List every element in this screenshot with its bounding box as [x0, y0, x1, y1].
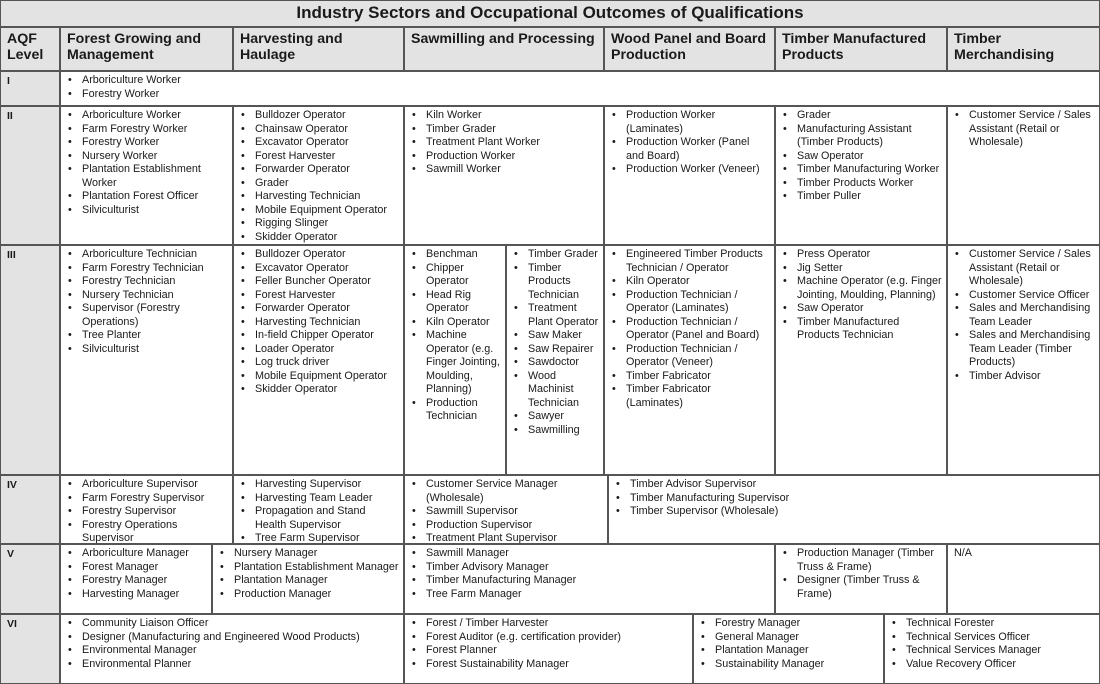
- level-label-6: VI: [0, 614, 60, 684]
- occupation-item: • Value Recovery Officer: [891, 658, 1095, 672]
- occupation-item: • Forwarder Operator: [240, 302, 399, 316]
- occupation-list: [61, 476, 232, 544]
- occupation-item: • Saw Operator: [782, 150, 942, 164]
- occupation-item: • Chipper Operator: [411, 262, 501, 289]
- occupation-item: • Benchman: [411, 248, 501, 262]
- header-aqf-level: AQF Level: [0, 27, 60, 71]
- occupation-item: • Sawyer: [513, 410, 599, 424]
- occupation-item: • Bulldozer Operator: [240, 109, 399, 123]
- occupation-item: • Rigging Slinger: [240, 217, 399, 231]
- occupation-item: • Silviculturist: [67, 204, 228, 218]
- level-5-harvest: [212, 544, 404, 614]
- occupation-item: • Manufacturing Assistant (Timber Products): [782, 123, 942, 150]
- occupation-item: • Log truck driver: [240, 356, 399, 370]
- occupation-item: • Production Technician / Operator (Veneer): [611, 343, 770, 370]
- occupation-item: • Nursery Technician: [67, 289, 228, 303]
- occupation-item: • Wood Machinist Technician: [513, 370, 599, 411]
- occupation-item: • Forest Harvester: [240, 289, 399, 303]
- level-6-group-c: [693, 614, 884, 684]
- occupation-item: • Timber Manufacturing Worker: [782, 163, 942, 177]
- occupation-item: • Jig Setter: [782, 262, 942, 276]
- occupation-list: [61, 246, 232, 356]
- occupation-list: [694, 615, 883, 671]
- occupation-item: • Timber Advisor Supervisor: [615, 478, 1095, 492]
- occupation-item: • Kiln Operator: [611, 275, 770, 289]
- occupation-item: • Timber Products Technician: [513, 262, 599, 303]
- occupation-item: • Production Worker (Panel and Board): [611, 136, 770, 163]
- occupation-item: • Timber Supervisor (Wholesale): [615, 505, 1095, 519]
- occupation-item: • Timber Manufacturing Manager: [411, 574, 770, 588]
- occupation-item: • Harvesting Manager: [67, 588, 207, 602]
- level-6-group-d: [884, 614, 1100, 684]
- level-3-sawmilling-b: [506, 245, 604, 475]
- occupation-item: • Head Rig Operator: [411, 289, 501, 316]
- level-3-merchandising: [947, 245, 1100, 475]
- occupation-item: • Forwarder Operator: [240, 163, 399, 177]
- occupation-item: • Production Manager (Timber Truss & Frame): [782, 547, 942, 574]
- occupation-item: • Supervisor (Forestry Operations): [67, 302, 228, 329]
- occupation-item: • Production Technician / Operator (Laminates): [611, 289, 770, 316]
- level-label-2: II: [0, 106, 60, 245]
- occupation-item: • Forest Harvester: [240, 150, 399, 164]
- occupation-item: • Harvesting Technician: [240, 316, 399, 330]
- occupation-item: • Chainsaw Operator: [240, 123, 399, 137]
- occupation-item: • Sales and Merchandising Team Leader: [954, 302, 1095, 329]
- header-wood-panel: Wood Panel and Board Production: [604, 27, 775, 71]
- header-sawmilling: Sawmilling and Processing: [404, 27, 604, 71]
- occupation-list: [776, 246, 946, 343]
- occupation-item: • Designer (Manufacturing and Engineered Wood Products): [67, 631, 399, 645]
- occupation-item: • Saw Operator: [782, 302, 942, 316]
- level-4-harvest: [233, 475, 404, 544]
- occupation-item: • Forestry Technician: [67, 275, 228, 289]
- occupation-list: [405, 615, 692, 671]
- level-4-forest: [60, 475, 233, 544]
- level-2-sawmilling: [404, 106, 604, 245]
- level-3-sawmilling-a: [404, 245, 506, 475]
- occupation-item: • Sales and Merchandising Team Leader (Timber Products): [954, 329, 1095, 370]
- occupation-list: [61, 545, 211, 601]
- occupation-item: • Engineered Timber Products Technician / Operator: [611, 248, 770, 275]
- occupation-item: • Bulldozer Operator: [240, 248, 399, 262]
- level-5-forest: [60, 544, 212, 614]
- occupation-item: • Forest Sustainability Manager: [411, 658, 688, 672]
- occupation-item: • Kiln Worker: [411, 109, 599, 123]
- occupation-item: • Sawmill Worker: [411, 163, 599, 177]
- occupation-item: • Customer Service / Sales Assistant (Retail or Wholesale): [954, 109, 1095, 150]
- occupation-item: • Farm Forestry Supervisor: [67, 492, 228, 506]
- occupation-item: • Technical Forester: [891, 617, 1095, 631]
- occupation-item: • Propagation and Stand Health Supervisor: [240, 505, 399, 532]
- occupation-item: • Grader: [782, 109, 942, 123]
- occupation-item: • Harvesting Technician: [240, 190, 399, 204]
- occupation-item: • Kiln Operator: [411, 316, 501, 330]
- occupation-item: • Press Operator: [782, 248, 942, 262]
- occupation-list: [609, 476, 1099, 519]
- occupation-item: • General Manager: [700, 631, 879, 645]
- occupation-item: • Forestry Worker: [67, 136, 228, 150]
- occupation-item: • Arboriculture Technician: [67, 248, 228, 262]
- level-label-3: III: [0, 245, 60, 475]
- occupation-item: • Arboriculture Worker: [67, 74, 1095, 88]
- occupation-item: • Timber Fabricator (Laminates): [611, 383, 770, 410]
- occupation-item: • Forestry Supervisor: [67, 505, 228, 519]
- occupation-item: • Forestry Operations Supervisor: [67, 519, 228, 545]
- occupation-item: • Plantation Forest Officer: [67, 190, 228, 204]
- occupation-item: • Timber Advisor: [954, 370, 1095, 384]
- occupation-list: [234, 246, 403, 397]
- occupation-item: • Forest / Timber Harvester: [411, 617, 688, 631]
- occupation-item: • Sawmill Manager: [411, 547, 770, 561]
- occupation-item: • Forest Planner: [411, 644, 688, 658]
- level-2-wood-panel: [604, 106, 775, 245]
- occupation-item: • Timber Products Worker: [782, 177, 942, 191]
- occupation-item: • Nursery Worker: [67, 150, 228, 164]
- occupation-item: • Grader: [240, 177, 399, 191]
- occupation-item: • Environmental Planner: [67, 658, 399, 672]
- occupation-item: • Timber Grader: [513, 248, 599, 262]
- occupation-item: • Sustainability Manager: [700, 658, 879, 672]
- occupation-item: • Excavator Operator: [240, 262, 399, 276]
- occupation-list: [776, 545, 946, 601]
- occupation-item: • Forestry Manager: [67, 574, 207, 588]
- occupation-item: • Forest Manager: [67, 561, 207, 575]
- occupation-item: • Plantation Establishment Manager: [219, 561, 399, 575]
- occupation-item: • Plantation Manager: [219, 574, 399, 588]
- occupation-item: • Arboriculture Manager: [67, 547, 207, 561]
- occupation-list: [405, 107, 603, 177]
- table-title: Industry Sectors and Occupational Outcomes of Qualifications: [0, 0, 1100, 27]
- header-timber-manufactured: Timber Manufactured Products: [775, 27, 947, 71]
- occupation-list: [885, 615, 1099, 671]
- header-harvesting: Harvesting and Haulage: [233, 27, 404, 71]
- level-label-4: IV: [0, 475, 60, 544]
- occupation-item: • Sawmill Supervisor: [411, 505, 603, 519]
- header-timber-merchandising: Timber Merchandising: [947, 27, 1100, 71]
- occupation-item: • Production Technician / Operator (Panel and Board): [611, 316, 770, 343]
- level-2-timber-products: [775, 106, 947, 245]
- occupation-item: • In-field Chipper Operator: [240, 329, 399, 343]
- level-4-remaining-sectors: [608, 475, 1100, 544]
- level-5-sawmilling-wood-panel: [404, 544, 775, 614]
- occupation-item: • Excavator Operator: [240, 136, 399, 150]
- occupation-item: • Mobile Equipment Operator: [240, 204, 399, 218]
- level-1-all-sectors: [60, 71, 1100, 106]
- occupation-list: [405, 476, 607, 544]
- occupation-item: • Tree Farm Manager: [411, 588, 770, 602]
- level-label-1: I: [0, 71, 60, 106]
- not-applicable-text: N/A: [954, 547, 972, 559]
- occupation-list: [948, 246, 1099, 383]
- occupation-item: • Timber Fabricator: [611, 370, 770, 384]
- occupation-item: • Timber Advisory Manager: [411, 561, 770, 575]
- occupation-item: • Feller Buncher Operator: [240, 275, 399, 289]
- level-3-forest: [60, 245, 233, 475]
- occupation-item: • Treatment Plant Supervisor: [411, 532, 603, 544]
- level-2-merchandising: [947, 106, 1100, 245]
- occupation-item: • Treatment Plant Operator: [513, 302, 599, 329]
- occupation-list: [605, 246, 774, 410]
- occupation-list: [507, 246, 603, 437]
- occupation-item: • Production Manager: [219, 588, 399, 602]
- occupation-item: • Timber Manufactured Products Technician: [782, 316, 942, 343]
- occupation-item: • Timber Puller: [782, 190, 942, 204]
- occupation-item: • Machine Operator (e.g. Finger Jointing, Moulding, Planning): [782, 275, 942, 302]
- occupation-item: • Technical Services Manager: [891, 644, 1095, 658]
- occupation-item: • Plantation Manager: [700, 644, 879, 658]
- occupation-item: • Arboriculture Worker: [67, 109, 228, 123]
- occupation-item: • Timber Manufacturing Supervisor: [615, 492, 1095, 506]
- occupation-item: • Customer Service Manager (Wholesale): [411, 478, 603, 505]
- occupation-item: • Forest Auditor (e.g. certification provider): [411, 631, 688, 645]
- occupation-item: • Mobile Equipment Operator: [240, 370, 399, 384]
- level-2-harvest: [233, 106, 404, 245]
- occupation-list: [213, 545, 403, 601]
- occupation-item: • Skidder Operator: [240, 383, 399, 397]
- occupation-item: • Technical Services Officer: [891, 631, 1095, 645]
- level-label-5: V: [0, 544, 60, 614]
- occupation-item: • Production Worker (Veneer): [611, 163, 770, 177]
- occupation-item: • Silviculturist: [67, 343, 228, 357]
- occupation-item: • Production Technician: [411, 397, 501, 424]
- occupation-item: • Tree Farm Supervisor: [240, 532, 399, 544]
- occupation-item: • Harvesting Team Leader: [240, 492, 399, 506]
- occupation-list: [61, 72, 1099, 101]
- occupation-item: • Sawdoctor: [513, 356, 599, 370]
- level-2-forest: [60, 106, 233, 245]
- level-3-timber-products: [775, 245, 947, 475]
- level-3-harvest: [233, 245, 404, 475]
- occupation-item: • Tree Planter: [67, 329, 228, 343]
- occupation-item: • Harvesting Supervisor: [240, 478, 399, 492]
- occupation-item: • Production Worker: [411, 150, 599, 164]
- occupation-item: • Treatment Plant Worker: [411, 136, 599, 150]
- occupation-item: • Plantation Establishment Worker: [67, 163, 228, 190]
- occupation-list: [234, 107, 403, 244]
- occupation-list: [776, 107, 946, 204]
- occupation-item: • Nursery Manager: [219, 547, 399, 561]
- level-5-timber-products: [775, 544, 947, 614]
- occupation-item: • Community Liaison Officer: [67, 617, 399, 631]
- occupation-item: • Designer (Timber Truss & Frame): [782, 574, 942, 601]
- occupation-item: • Production Supervisor: [411, 519, 603, 533]
- occupation-item: • Saw Repairer: [513, 343, 599, 357]
- occupation-list: [61, 107, 232, 217]
- occupation-list: [405, 246, 505, 424]
- occupation-item: • Farm Forestry Worker: [67, 123, 228, 137]
- occupation-item: • Timber Grader: [411, 123, 599, 137]
- level-4-sawmilling: [404, 475, 608, 544]
- occupation-item: • Sawmilling: [513, 424, 599, 438]
- occupation-item: • Customer Service Officer: [954, 289, 1095, 303]
- occupation-item: • Forestry Manager: [700, 617, 879, 631]
- header-forest-growing: Forest Growing and Management: [60, 27, 233, 71]
- level-6-group-b: [404, 614, 693, 684]
- occupation-item: • Arboriculture Supervisor: [67, 478, 228, 492]
- level-6-group-a: [60, 614, 404, 684]
- level-5-merchandising: [947, 544, 1100, 614]
- occupation-item: • Saw Maker: [513, 329, 599, 343]
- occupation-item: • Loader Operator: [240, 343, 399, 357]
- occupation-list: [234, 476, 403, 544]
- occupation-item: • Machine Operator (e.g. Finger Jointing, Moulding, Planning): [411, 329, 501, 397]
- occupation-item: • Customer Service / Sales Assistant (Retail or Wholesale): [954, 248, 1095, 289]
- level-3-wood-panel: [604, 245, 775, 475]
- occupation-list: [605, 107, 774, 177]
- occupation-item: • Production Worker (Laminates): [611, 109, 770, 136]
- occupation-list: [948, 107, 1099, 150]
- occupation-list: [405, 545, 774, 601]
- occupation-item: • Skidder Operator: [240, 231, 399, 245]
- occupation-item: • Environmental Manager: [67, 644, 399, 658]
- occupation-list: [61, 615, 403, 671]
- occupation-item: • Farm Forestry Technician: [67, 262, 228, 276]
- occupation-item: • Forestry Worker: [67, 88, 1095, 102]
